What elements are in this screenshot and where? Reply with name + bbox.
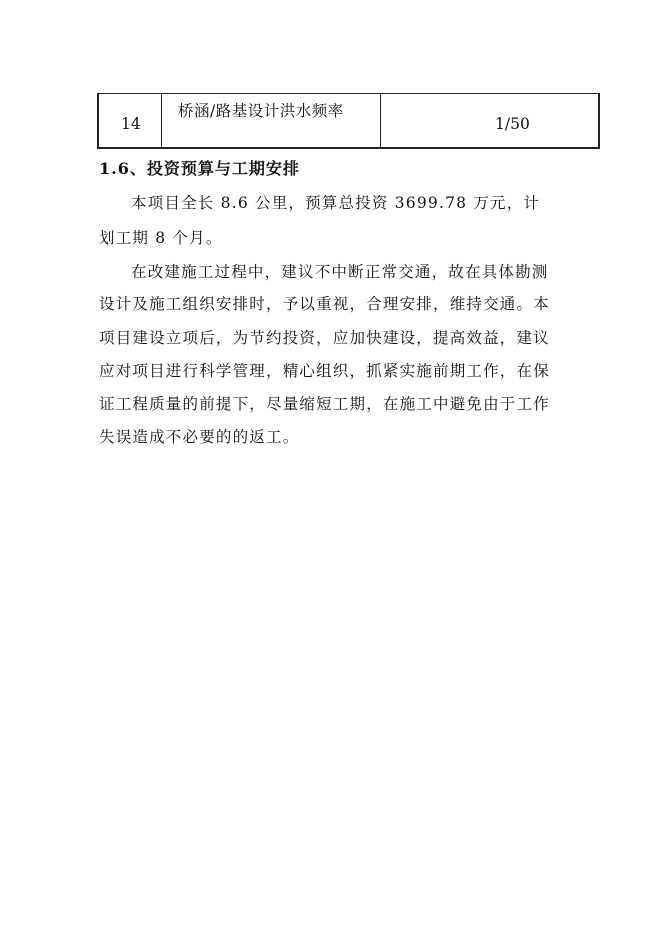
table-cell-value [381,94,598,147]
row-value: 1/50 [495,115,530,133]
paragraph-line: 项目建设立项后，为节约投资，应加快建设，提高效益，建议 [99,329,550,347]
row-number: 14 [121,115,141,133]
paragraph-line: 划工期 8 个月。 [99,229,223,247]
standards-table [97,93,600,149]
paragraph-line: 在改建施工过程中，建议不中断正常交通，故在具体勘测 [131,263,549,281]
paragraph-line: 本项目全长 8.6 公里，预算总投资 3699.78 万元，计 [131,194,541,212]
table-cell-item [162,94,381,147]
paragraph-line: 应对项目进行科学管理，精心组织，抓紧实施前期工作，在保 [99,362,550,380]
paragraph-line: 失误造成不必要的的返工。 [99,428,300,446]
paragraph-line: 证工程质量的前提下，尽量缩短工期，在施工中避免由于工作 [99,395,550,413]
paragraph-line: 设计及施工组织安排时，予以重视，合理安排，维持交通。本 [99,295,550,313]
table-cell-number [99,94,162,147]
section-heading: 1.6、投资预算与工期安排 [99,159,300,178]
row-item: 桥涵/路基设计洪水频率 [178,102,344,120]
